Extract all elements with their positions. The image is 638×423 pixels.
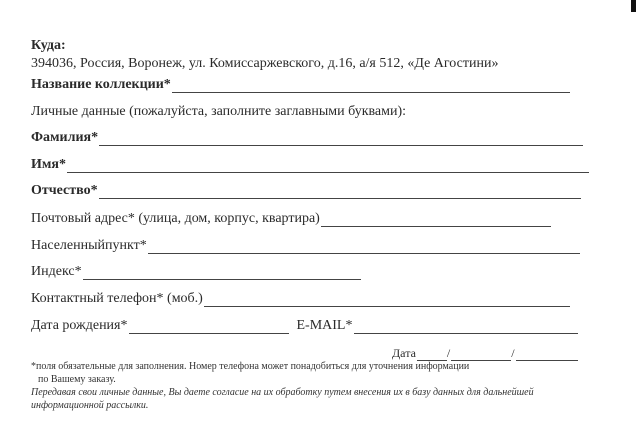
surname-row [31, 130, 583, 146]
phone-label: Контактный телефон* (моб.) [31, 291, 203, 306]
phone-row [31, 291, 570, 307]
index-label: Индекс* [31, 264, 82, 279]
date-label: Дата [392, 346, 416, 360]
postal-row [31, 211, 551, 227]
consent-line-1: Передавая свои личные данные, Вы даете согласие на их обработку путем внесения их в базу данных для дальнейшей [31, 387, 534, 398]
birth-field[interactable] [129, 321, 289, 334]
collection-label: Название коллекции* [31, 77, 171, 92]
name-field[interactable] [67, 160, 589, 173]
phone-field[interactable] [204, 294, 570, 307]
date-row [392, 345, 578, 361]
email-label: E-MAIL* [296, 318, 353, 333]
date-sep-1: / [446, 346, 451, 360]
patronymic-label: Отчество* [31, 183, 98, 198]
date-sep-2: / [511, 346, 515, 360]
index-row [31, 264, 361, 280]
patronymic-row [31, 183, 581, 199]
name-label: Имя* [31, 157, 66, 172]
to-label: Куда: [31, 38, 66, 53]
city-row [31, 238, 580, 254]
footnote-line-2: по Вашему заказу. [38, 374, 116, 385]
collection-field[interactable] [172, 80, 570, 93]
corner-mark [631, 0, 636, 12]
personal-intro: Личные данные (пожалуйста, заполните заглавными буквами): [31, 104, 407, 119]
surname-label: Фамилия* [31, 130, 99, 145]
address: 394036, Россия, Воронеж, ул. Комиссаржевского, д.16, а/я 512, «Де Агостини» [31, 56, 499, 71]
date-year-field[interactable] [516, 348, 578, 361]
birth-email-row [31, 318, 578, 334]
postal-field[interactable] [321, 214, 551, 227]
email-field[interactable] [354, 321, 578, 334]
index-field[interactable] [83, 267, 361, 280]
consent-line-2: информационной рассылки. [31, 400, 149, 411]
city-label: Населенныйпункт* [31, 238, 147, 253]
city-field[interactable] [148, 241, 580, 254]
birth-label: Дата рождения* [31, 318, 128, 333]
collection-row [31, 77, 570, 93]
postal-label: Почтовый адрес* (улица, дом, корпус, квартира) [31, 211, 320, 226]
footnote-line-1: *поля обязательные для заполнения. Номер телефона может понадобиться для уточнения информации [31, 361, 470, 372]
name-row [31, 157, 589, 173]
patronymic-field[interactable] [99, 186, 581, 199]
surname-field[interactable] [99, 133, 583, 146]
